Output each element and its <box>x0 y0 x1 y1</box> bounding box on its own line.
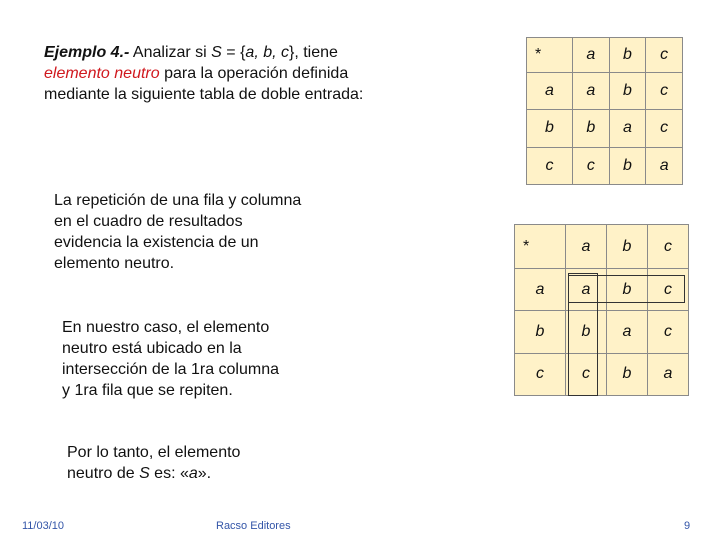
table-cell: c <box>646 110 683 147</box>
footer-page-number: 9 <box>684 520 691 532</box>
operator-symbol: * <box>515 225 566 269</box>
explanation-paragraph <box>54 190 384 274</box>
conclusion-text: es: « <box>149 465 189 482</box>
table-cell: c <box>566 353 607 395</box>
explanation-line: La repetición de una fila y columna <box>54 192 302 209</box>
row-header: b <box>527 110 573 147</box>
case-note-paragraph <box>62 317 382 401</box>
conclusion-text: neutro de <box>67 465 140 482</box>
table-cell: a <box>566 269 607 311</box>
operation-table-bottom <box>514 224 689 396</box>
intro-text-1: Analizar si <box>129 44 212 61</box>
explanation-line: elemento neutro. <box>54 255 175 272</box>
set-symbol: S <box>139 465 150 482</box>
operation-table-top <box>526 37 683 185</box>
neutral-element: a <box>188 465 198 482</box>
table-cell: b <box>607 353 648 395</box>
conclusion-line-1: Por lo tanto, el elemento <box>67 444 241 461</box>
table-cell: a <box>648 353 689 395</box>
footer-date: 11/03/10 <box>22 520 65 532</box>
example-label: Ejemplo 4.- <box>44 44 130 61</box>
table-cell: b <box>607 269 648 311</box>
row-header: a <box>527 73 573 110</box>
table-cell: a <box>646 147 683 184</box>
table-cell: a <box>609 110 646 147</box>
conclusion-line-2 <box>67 463 367 484</box>
table-cell: c <box>573 147 610 184</box>
table-cell: a <box>607 311 648 353</box>
column-header: a <box>566 225 607 269</box>
explanation-line: en el cuadro de resultados <box>54 213 243 230</box>
case-note-line: En nuestro caso, el elemento <box>62 319 270 336</box>
column-header: b <box>607 225 648 269</box>
intro-paragraph <box>44 42 514 105</box>
intro-text-4: para la operación definida <box>159 65 349 82</box>
row-header: c <box>527 147 573 184</box>
intro-text-3: }, tiene <box>289 44 338 61</box>
column-header: c <box>646 38 683 73</box>
case-note-line: intersección de la 1ra columna <box>62 361 280 378</box>
intro-text-2: = { <box>221 44 246 61</box>
explanation-line: evidencia la existencia de un <box>54 234 259 251</box>
row-header: a <box>515 269 566 311</box>
intro-line-3: mediante la siguiente tabla de doble entrada: <box>44 86 364 103</box>
row-header: b <box>515 311 566 353</box>
operator-symbol: * <box>527 38 573 73</box>
set-symbol: S <box>211 44 222 61</box>
column-header: a <box>573 38 610 73</box>
table-cell: b <box>609 73 646 110</box>
table-cell: c <box>648 311 689 353</box>
conclusion-paragraph <box>67 442 367 484</box>
table-cell: c <box>646 73 683 110</box>
case-note-line: neutro está ubicado en la <box>62 340 242 357</box>
conclusion-text: ». <box>197 465 212 482</box>
row-header: c <box>515 353 566 395</box>
footer-publisher: Racso Editores <box>216 520 291 532</box>
column-header: b <box>609 38 646 73</box>
table-cell: a <box>573 73 610 110</box>
neutral-term: elemento neutro <box>44 65 160 82</box>
case-note-line: y 1ra fila que se repiten. <box>62 382 233 399</box>
intro-line-2 <box>44 63 514 84</box>
table-cell: b <box>573 110 610 147</box>
table-cell: c <box>648 269 689 311</box>
column-header: c <box>648 225 689 269</box>
table-cell: b <box>609 147 646 184</box>
set-elements: a, b, c <box>245 44 289 61</box>
intro-line-1 <box>44 42 514 63</box>
table-cell: b <box>566 311 607 353</box>
